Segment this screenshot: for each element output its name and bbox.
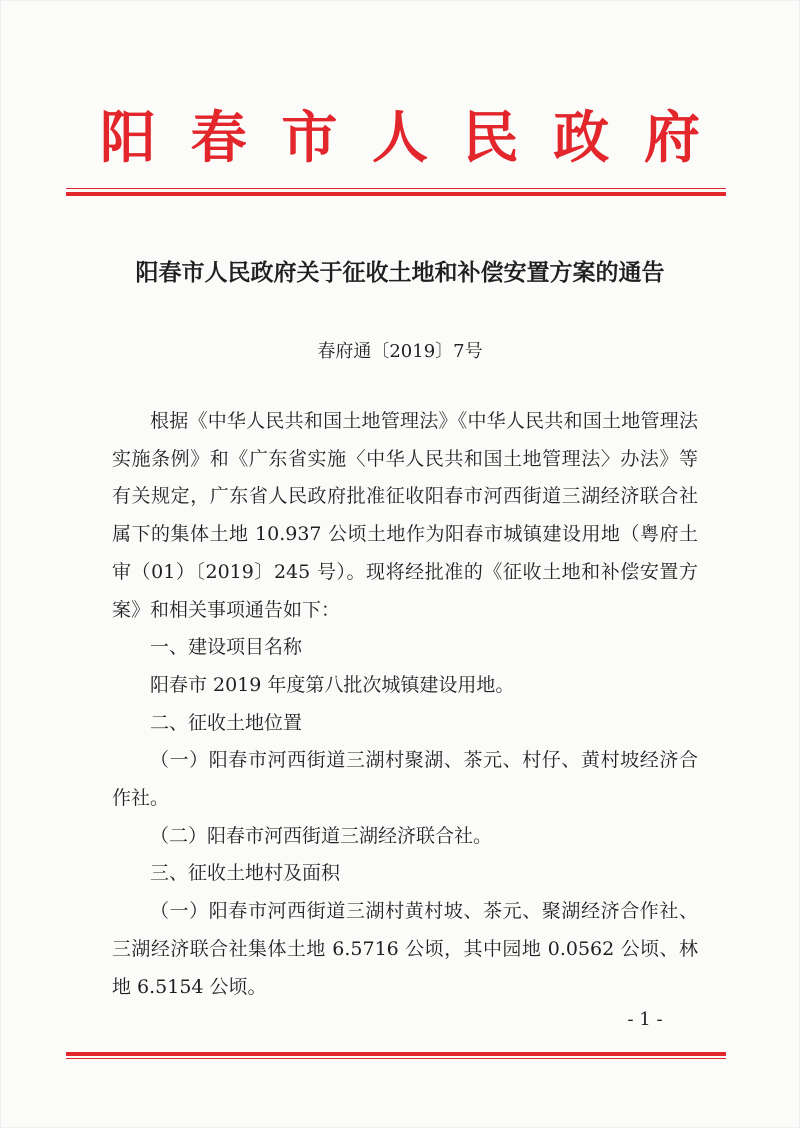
document-number: 春府通〔2019〕7号 (317, 341, 483, 362)
masthead-char: 春 (190, 105, 247, 171)
body-paragraph: 根据《中华人民共和国土地管理法》《中华人民共和国土地管理法实施条例》和《广东省实施〈中华人民共和国土地管理法〉办法》等有关规定，广东省人民政府批准征收阳春市河西街道三湖经济联合社属下的集体土地 10.937 公顷土地作为阳春市城镇建设用地（粤府土审（01）〔2019〕245 号）。现将经批准的《征收土地和补偿安置方案》和相关事项通告如下： (112, 410, 698, 621)
section-heading: 三、征收土地村及面积 (150, 862, 341, 885)
masthead-char: 市 (281, 105, 338, 171)
section-heading: 一、建设项目名称 (150, 636, 303, 659)
body-paragraph: （二）阳春市河西街道三湖经济联合社。 (150, 824, 493, 847)
section-heading: 二、征收土地位置 (150, 711, 303, 734)
masthead-char: 人 (371, 105, 428, 171)
header-rule-thin (66, 188, 726, 189)
body-paragraph: （一）阳春市河西街道三湖村黄村坡、茶元、聚湖经济合作社、三湖经济联合社集体土地 6.5716 公顷，其中园地 0.0562 公顷、林地 6.5154 公顷。 (112, 900, 698, 998)
document-title: 阳春市人民政府关于征收土地和补偿安置方案的通告 (135, 259, 665, 286)
masthead-char: 阳 (100, 105, 156, 171)
body-paragraph: 阳春市 2019 年度第八批次城镇建设用地。 (150, 673, 515, 696)
masthead-char: 府 (643, 105, 700, 171)
document-body (112, 403, 698, 1006)
header-rule-thick (66, 192, 726, 196)
footer-rule-thin (66, 1058, 726, 1059)
masthead-char: 政 (553, 105, 610, 171)
page-number: - 1 - (627, 1009, 663, 1030)
masthead-char: 民 (462, 105, 519, 171)
footer-rule-thick (66, 1052, 726, 1056)
masthead-org-name (100, 100, 700, 176)
body-paragraph: （一）阳春市河西街道三湖村聚湖、茶元、村仔、黄村坡经济合作社。 (112, 749, 698, 810)
